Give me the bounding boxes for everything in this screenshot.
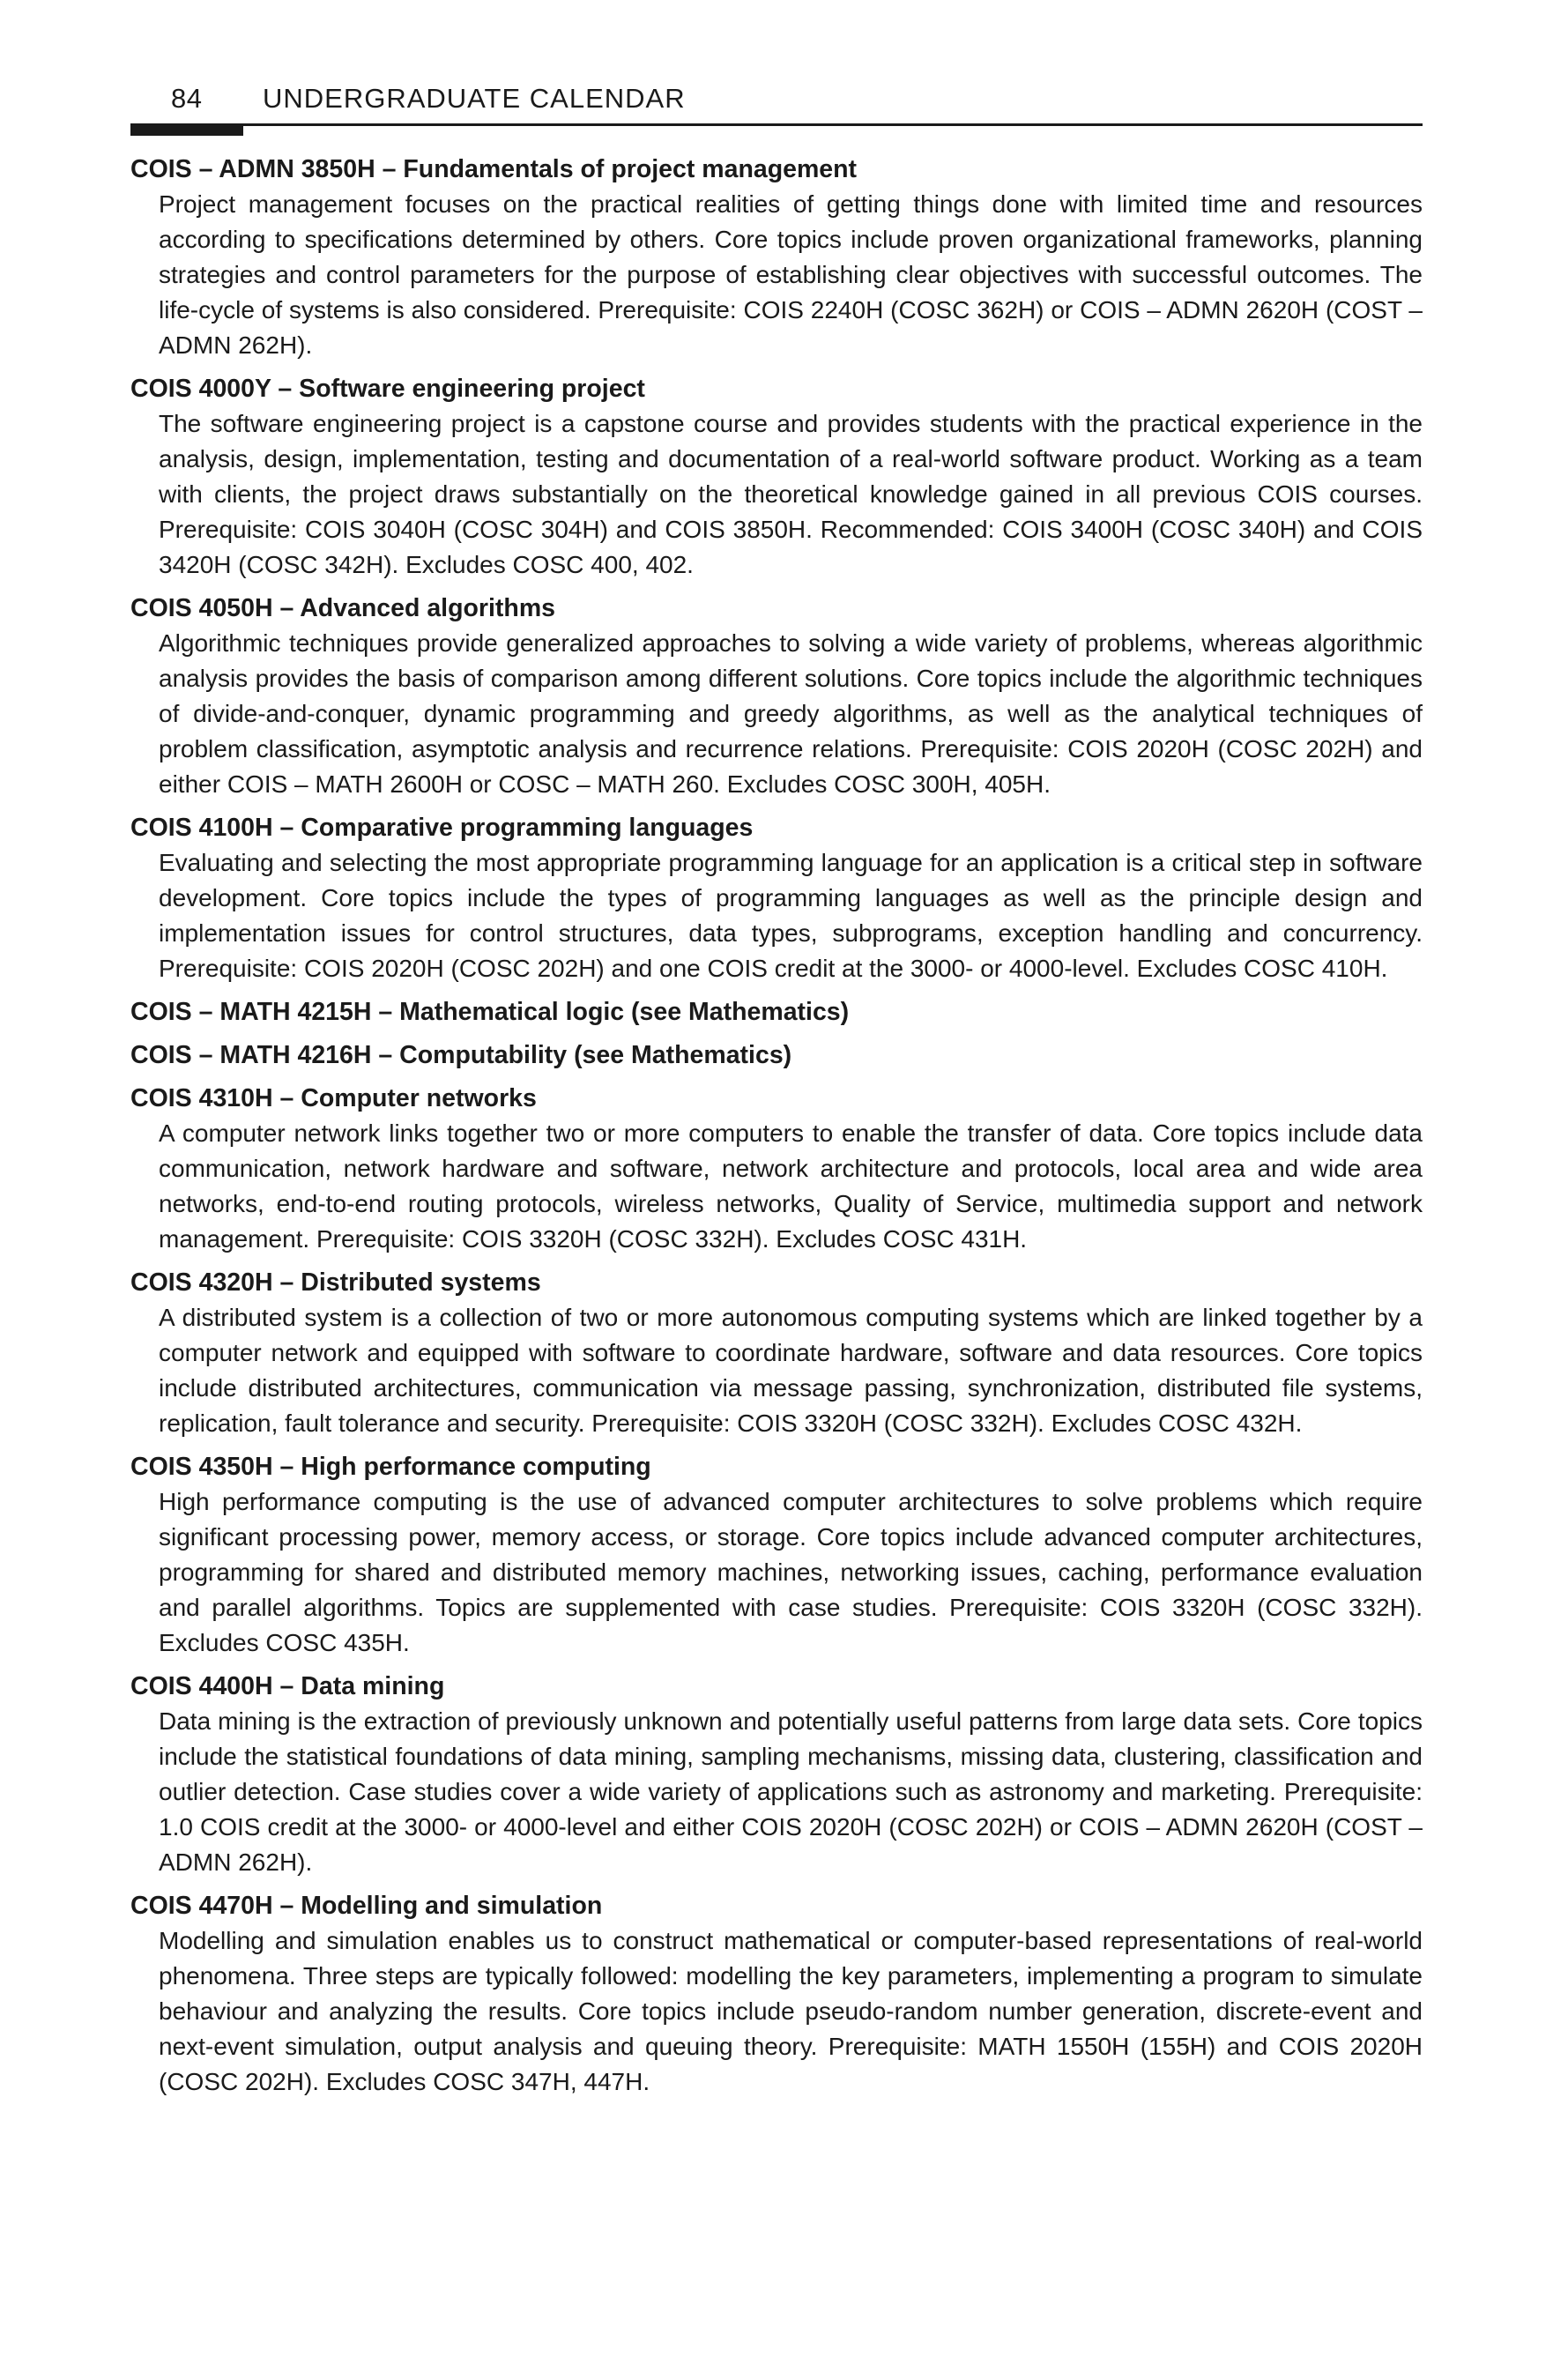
course-entry-cois-4320h — [130, 1266, 1423, 1441]
header-tab-marker — [130, 125, 243, 136]
course-entry-cois-4310h — [130, 1082, 1423, 1257]
course-description: High performance computing is the use of advanced computer architectures to solve problems which require significant processing power, memory access, or storage. Core topics include advanced computer architectures, programming for shared and distributed memory machines, networking issues, caching, performance evaluation and parallel algorithms. Topics are supplemented with case studies. Prerequisite: COIS 3320H (COSC 332H). Excludes COSC 435H. — [159, 1488, 1423, 1656]
course-description: Evaluating and selecting the most appropriate programming language for an application is a critical step in software development. Core topics include the types of programming languages as well as the principle design and implementation issues for control structures, data types, subprograms, exception handling and concurrency. Prerequisite: COIS 2020H (COSC 202H) and one COIS credit at the 3000- or 4000-level. Excludes COSC 410H. — [159, 849, 1423, 982]
course-title: COIS 4400H – Data mining — [130, 1672, 445, 1700]
course-entry-cois-4100h — [130, 811, 1423, 986]
course-description: Data mining is the extraction of previously unknown and potentially useful patterns from large data sets. Core topics include the statistical foundations of data mining, sampling mechanisms, missing data, clustering, classification and outlier detection. Case studies cover a wide variety of applications such as astronomy and marketing. Prerequisite: 1.0 COIS credit at the 3000- or 4000-level and either COIS 2020H (COSC 202H) or COIS – ADMN 2620H (COST – ADMN 262H). — [159, 1707, 1423, 1876]
course-title: COIS 4000Y – Software engineering project — [130, 375, 645, 403]
course-title: COIS 4310H – Computer networks — [130, 1084, 537, 1112]
course-title: COIS – MATH 4215H – Mathematical logic (see Mathematics) — [130, 998, 850, 1026]
course-title: COIS – ADMN 3850H – Fundamentals of project management — [130, 155, 858, 183]
course-entry-cois-math-4216h — [130, 1038, 1423, 1073]
course-list — [130, 152, 1423, 2100]
course-title: COIS 4100H – Comparative programming languages — [130, 814, 754, 842]
course-entry-cois-4000y — [130, 372, 1423, 583]
page-number: 84 — [171, 83, 203, 114]
course-entry-cois-4400h — [130, 1670, 1423, 1880]
course-entry-cois-4470h — [130, 1889, 1423, 2100]
course-description: A distributed system is a collection of two or more autonomous computing systems which are linked together by a computer network and equipped with software to coordinate hardware, software and data resources. Core topics include distributed architectures, communication via message passing, synchronization, distributed file systems, replication, fault tolerance and security. Prerequisite: COIS 3320H (COSC 332H). Excludes COSC 432H. — [159, 1304, 1423, 1437]
course-description: Project management focuses on the practical realities of getting things done with limited time and resources according to specifications determined by others. Core topics include proven organizational frameworks, planning strategies and control parameters for the purpose of establishing clear objectives with successful outcomes. The life-cycle of systems is also considered. Prerequisite: COIS 2240H (COSC 362H) or COIS – ADMN 2620H (COST – ADMN 262H). — [159, 190, 1423, 359]
course-entry-cois-4350h — [130, 1450, 1423, 1661]
course-title: COIS – MATH 4216H – Computability (see Mathematics) — [130, 1041, 792, 1069]
running-header — [130, 78, 1423, 126]
course-entry-cois-4050h — [130, 591, 1423, 802]
course-description: Algorithmic techniques provide generalized approaches to solving a wide variety of problems, whereas algorithmic analysis provides the basis of comparison among different solutions. Core topics include the algorithmic techniques of divide-and-conquer, dynamic programming and greedy algorithms, as well as the analytical techniques of problem classification, asymptotic analysis and recurrence relations. Prerequisite: COIS 2020H (COSC 202H) and either COIS – MATH 2600H or COSC – MATH 260. Excludes COSC 300H, 405H. — [159, 629, 1423, 798]
course-title: COIS 4470H – Modelling and simulation — [130, 1892, 603, 1920]
course-description: A computer network links together two or more computers to enable the transfer of data. Core topics include data communication, network hardware and software, network architecture and protocols, local area and wide area networks, end-to-end routing protocols, wireless networks, Quality of Service, multimedia support and network management. Prerequisite: COIS 3320H (COSC 332H). Excludes COSC 431H. — [159, 1119, 1423, 1253]
course-entry-cois-math-4215h — [130, 995, 1423, 1030]
course-description: The software engineering project is a capstone course and provides students with the practical experience in the analysis, design, implementation, testing and documentation of a real-world software product. Working as a team with clients, the project draws substantially on the theoretical knowledge gained in all previous COIS courses. Prerequisite: COIS 3040H (COSC 304H) and COIS 3850H. Recommended: COIS 3400H (COSC 340H) and COIS 3420H (COSC 342H). Excludes COSC 400, 402. — [159, 410, 1423, 578]
course-title: COIS 4350H – High performance computing — [130, 1453, 651, 1481]
course-title: COIS 4320H – Distributed systems — [130, 1268, 541, 1297]
course-entry-cois-admn-3850h — [130, 152, 1423, 363]
calendar-page — [130, 78, 1423, 2109]
header-title: UNDERGRADUATE CALENDAR — [263, 83, 686, 114]
course-title: COIS 4050H – Advanced algorithms — [130, 594, 556, 622]
course-description: Modelling and simulation enables us to construct mathematical or computer-based representations of real-world phenomena. Three steps are typically followed: modelling the key parameters, implementing a program to simulate behaviour and analyzing the results. Core topics include pseudo-random number generation, discrete-event and next-event simulation, output analysis and queuing theory. Prerequisite: MATH 1550H (155H) and COIS 2020H (COSC 202H). Excludes COSC 347H, 447H. — [159, 1927, 1423, 2095]
